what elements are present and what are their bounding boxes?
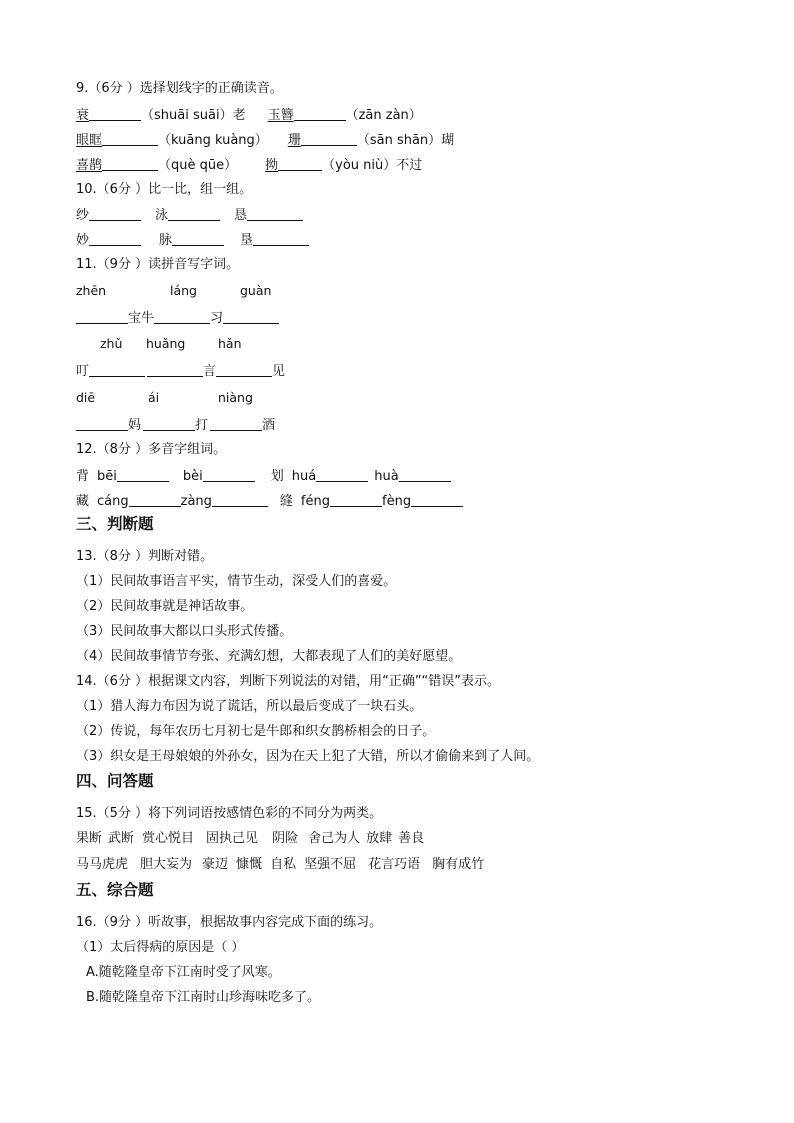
q10-char: 纱 <box>76 208 90 223</box>
answer-blank[interactable] <box>278 156 322 171</box>
q9-r3-b-opt: （yòu niù）不过 <box>322 158 423 173</box>
q9-r2-a-char: 眼眶 <box>76 133 103 148</box>
pinyin: zhēn <box>76 283 107 298</box>
word: 胸有成竹 <box>432 857 485 872</box>
pinyin: láng <box>170 283 197 298</box>
q11-heading: 11.（9分 ）读拼音写字词。 <box>76 257 240 272</box>
q15-words-row-2 <box>76 856 484 874</box>
polyphone-char: 缝 <box>279 494 293 509</box>
pinyin: bèi <box>182 469 203 484</box>
q14-item: （2）传说，每年农历七月初七是牛郎和织女鹊桥相会的日子。 <box>76 724 436 739</box>
answer-blank[interactable] <box>301 131 357 146</box>
answer-blank[interactable] <box>212 492 268 507</box>
q9-r3-b-char: 拗 <box>265 158 279 173</box>
q9-heading: 9.（6分 ）选择划线字的正确读音。 <box>76 81 283 96</box>
q11-row-3 <box>76 416 275 435</box>
answer-blank[interactable] <box>210 416 262 431</box>
q11-row-1 <box>76 309 279 328</box>
q12-row-2 <box>76 492 463 511</box>
answer-blank[interactable] <box>89 231 141 246</box>
q9-r1-a-opt: （shuāi suāi）老 <box>141 108 246 123</box>
answer-blank[interactable] <box>316 467 368 482</box>
q11-word: 叮 <box>76 364 90 379</box>
pinyin: zhǔ <box>100 336 123 351</box>
q11-word: 妈 <box>128 418 142 433</box>
q11-word: 习 <box>210 311 224 326</box>
pinyin: cáng <box>97 494 129 509</box>
q16-option-a[interactable]: A.随乾隆皇帝下江南时受了风寒。 <box>86 965 281 980</box>
q12-row-1 <box>76 467 451 486</box>
answer-blank[interactable] <box>294 106 346 121</box>
q16-subquestion: （1）太后得病的原因是（ ） <box>76 940 245 955</box>
q14-heading: 14.（6分 ）根据课文内容，判断下列说法的对错，用“正确”“错误”表示。 <box>76 674 501 689</box>
pinyin: guàn <box>240 283 272 298</box>
word: 果断 <box>76 831 103 846</box>
answer-blank[interactable] <box>399 467 451 482</box>
q10-char: 妙 <box>76 233 90 248</box>
pinyin: ái <box>148 390 160 405</box>
answer-blank[interactable] <box>76 309 128 324</box>
q15-heading: 15.（5分 ）将下列词语按感情色彩的不同分为两类。 <box>76 806 383 821</box>
pinyin: bēi <box>97 469 117 484</box>
word: 慷慨 <box>236 857 263 872</box>
pinyin: féng <box>300 494 330 509</box>
answer-blank[interactable] <box>143 416 195 431</box>
pinyin: huá <box>291 469 317 484</box>
q10-heading: 10.（6分 ）比一比，组一组。 <box>76 182 253 197</box>
polyphone-char: 背 <box>76 469 90 484</box>
q13-item: （3）民间故事大都以口头形式传播。 <box>76 624 293 639</box>
word: 马马虎虎 <box>76 857 129 872</box>
pinyin: zàng <box>180 494 212 509</box>
polyphone-char: 藏 <box>76 494 90 509</box>
word: 阴险 <box>272 831 299 846</box>
q9-r3-a-opt: （què qūe） <box>158 158 238 173</box>
answer-blank[interactable] <box>330 492 382 507</box>
q10-row-2 <box>76 231 309 250</box>
q11-word: 酒 <box>262 418 276 433</box>
word: 武断 <box>108 831 135 846</box>
q9-r3-a-char: 喜鹊 <box>76 158 103 173</box>
q9-r1-b-char: 玉簪 <box>267 108 294 123</box>
pinyin: huǎng <box>146 336 186 351</box>
answer-blank[interactable] <box>76 416 128 431</box>
pinyin: huà <box>374 469 399 484</box>
q16-option-b[interactable]: B.随乾隆皇帝下江南时山珍海味吃多了。 <box>86 990 321 1005</box>
answer-blank[interactable] <box>253 231 309 246</box>
answer-blank[interactable] <box>89 106 141 121</box>
answer-blank[interactable] <box>247 206 303 221</box>
q9-row-1 <box>76 106 422 125</box>
q13-item: （1）民间故事语言平实，情节生动，深受人们的喜爱。 <box>76 574 397 589</box>
q9-r2-b-opt: （sān shān）瑚 <box>356 133 455 148</box>
pinyin: fèng <box>382 494 412 509</box>
answer-blank[interactable] <box>102 156 158 171</box>
q11-word: 宝牛 <box>128 311 155 326</box>
section-heading-comprehensive: 五、综合题 <box>76 881 154 899</box>
q9-r1-b-opt: （zān zàn） <box>345 108 422 123</box>
q9-r1-a-char: 衰 <box>76 108 90 123</box>
q11-word: 打 <box>195 418 209 433</box>
word: 花言巧语 <box>368 857 421 872</box>
answer-blank[interactable] <box>203 467 255 482</box>
word: 自私 <box>270 857 297 872</box>
word: 放肆 <box>366 831 393 846</box>
q13-item: （2）民间故事就是神话故事。 <box>76 599 254 614</box>
q11-word: 见 <box>272 364 286 379</box>
q13-heading: 13.（8分 ）判断对错。 <box>76 549 214 564</box>
answer-blank[interactable] <box>129 492 181 507</box>
q11-word: 言 <box>203 364 217 379</box>
answer-blank[interactable] <box>154 309 210 324</box>
q9-r2-b-char: 珊 <box>287 133 301 148</box>
word: 赏心悦目 <box>142 831 195 846</box>
word: 善良 <box>398 831 425 846</box>
q9-row-3 <box>76 156 422 175</box>
q14-item: （1）猎人海力布因为说了谎话，所以最后变成了一块石头。 <box>76 699 423 714</box>
word: 固执己见 <box>206 831 259 846</box>
q9-r2-a-opt: （kuāng kuàng） <box>158 133 268 148</box>
q12-heading: 12.（8分 ）多音字组词。 <box>76 442 227 457</box>
word: 胆大妄为 <box>140 857 193 872</box>
answer-blank[interactable] <box>411 492 463 507</box>
answer-blank[interactable] <box>168 206 220 221</box>
q11-row-2 <box>76 362 285 381</box>
q10-row-1 <box>76 206 303 225</box>
pinyin: hǎn <box>218 336 242 351</box>
word: 坚强不屈 <box>304 857 357 872</box>
section-heading-judgement: 三、判断题 <box>76 515 154 533</box>
q13-item: （4）民间故事情节夸张、充满幻想，大都表现了人们的美好愿望。 <box>76 649 462 664</box>
answer-blank[interactable] <box>172 231 224 246</box>
polyphone-char: 划 <box>270 469 284 484</box>
q16-heading: 16.（9分 ）听故事，根据故事内容完成下面的练习。 <box>76 915 383 930</box>
q10-char: 垦 <box>240 233 254 248</box>
section-heading-qa: 四、问答题 <box>76 772 154 790</box>
q9-row-2 <box>76 131 454 150</box>
q10-char: 脉 <box>159 233 173 248</box>
answer-blank[interactable] <box>147 362 203 377</box>
word: 舍己为人 <box>308 831 361 846</box>
pinyin: diē <box>76 390 96 405</box>
word: 豪迈 <box>202 857 229 872</box>
answer-blank[interactable] <box>216 362 272 377</box>
answer-blank[interactable] <box>89 362 145 377</box>
q15-words-row-1 <box>76 830 424 848</box>
answer-blank[interactable] <box>89 206 141 221</box>
answer-blank[interactable] <box>102 131 158 146</box>
q10-char: 泳 <box>155 208 169 223</box>
answer-blank[interactable] <box>117 467 169 482</box>
q10-char: 恳 <box>234 208 248 223</box>
answer-blank[interactable] <box>223 309 279 324</box>
q14-item: （3）织女是王母娘娘的外孙女，因为在天上犯了大错，所以才偷偷来到了人间。 <box>76 749 540 764</box>
pinyin: niàng <box>218 390 253 405</box>
